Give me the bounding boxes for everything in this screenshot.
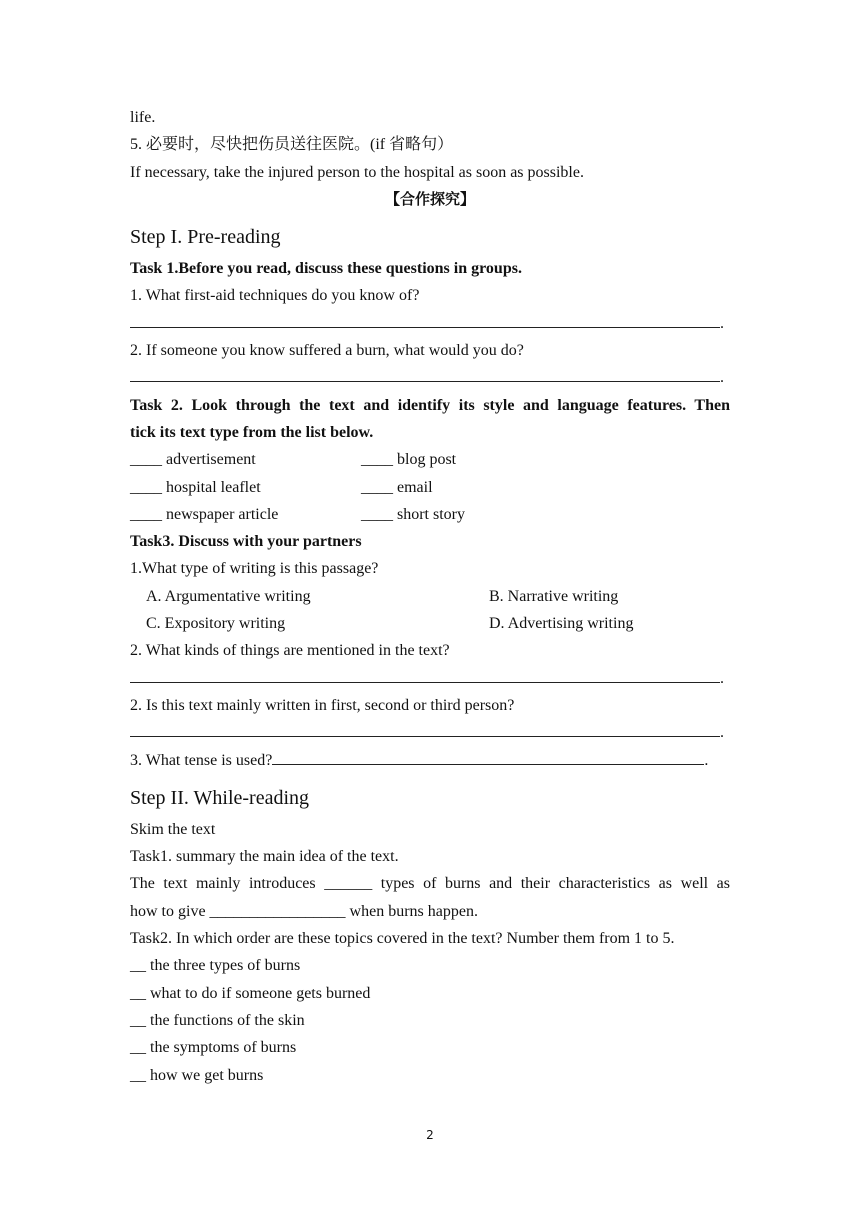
answer-line[interactable]: .	[130, 665, 730, 692]
fill-in-sentence[interactable]: how to give _________________ when burns happen.	[130, 902, 478, 920]
topic-item[interactable]: __ the symptoms of burns	[130, 1039, 297, 1057]
answer-line[interactable]: .	[130, 364, 730, 391]
question: 2. What kinds of things are mentioned in the text?	[130, 642, 450, 660]
choice-row	[130, 583, 730, 610]
text-line: If necessary, take the injured person to the hospital as soon as possible.	[130, 163, 584, 181]
text-type-row	[130, 501, 730, 528]
choice-option[interactable]: B. Narrative writing	[489, 587, 619, 605]
choice-option[interactable]: C. Expository writing	[146, 615, 286, 633]
choice-row	[130, 610, 730, 637]
topic-item[interactable]: __ how we get burns	[130, 1066, 264, 1084]
task-heading: Task1. summary the main idea of the text.	[130, 848, 399, 866]
task-heading: tick its text type from the list below.	[130, 423, 374, 441]
text-type-option[interactable]: ____ hospital leaflet	[130, 478, 261, 496]
step-heading: Step II. While-reading	[130, 786, 310, 809]
text-type-option[interactable]: ____ blog post	[361, 451, 457, 469]
choice-option[interactable]: D. Advertising writing	[489, 615, 634, 633]
question: 1. What first-aid techniques do you know of?	[130, 287, 420, 305]
fill-in-sentence[interactable]: The text mainly introduces ______ types of burns and their characteristics as well as	[130, 875, 730, 893]
answer-line[interactable]: .	[130, 310, 730, 337]
question: 2. If someone you know suffered a burn, what would you do?	[130, 342, 524, 360]
text-type-row	[130, 446, 730, 473]
text-line-chinese: 5. 必要时，尽快把伤员送往医院。(if 省略句）	[130, 136, 454, 154]
step-heading: Step I. Pre-reading	[130, 226, 281, 249]
task-heading: Task3. Discuss with your partners	[130, 533, 362, 551]
page-number: 2	[426, 1128, 434, 1142]
text-type-option[interactable]: ____ advertisement	[130, 451, 256, 469]
text-type-row	[130, 474, 730, 501]
task-heading: Task 1.Before you read, discuss these questions in groups.	[130, 260, 522, 278]
answer-line[interactable]: .	[130, 719, 730, 746]
topic-item[interactable]: __ the three types of burns	[130, 957, 301, 975]
question: 1.What type of writing is this passage?	[130, 560, 379, 578]
text-type-option[interactable]: ____ newspaper article	[130, 505, 279, 523]
topic-item[interactable]: __ what to do if someone gets burned	[130, 984, 371, 1002]
text-line: life.	[130, 109, 156, 126]
choice-option[interactable]: A. Argumentative writing	[146, 587, 311, 605]
text-type-option[interactable]: ____ email	[361, 478, 433, 496]
topic-item[interactable]: __ the functions of the skin	[130, 1011, 305, 1029]
task-heading: Task 2. Look through the text and identify its style and language features. Then	[130, 396, 730, 414]
task-heading: Task2. In which order are these topics covered in the text? Number them from 1 to 5.	[130, 930, 675, 948]
section-heading: 【合作探究】	[384, 189, 475, 208]
question: 2. Is this text mainly written in first, second or third person?	[130, 696, 515, 714]
text-type-option[interactable]: ____ short story	[361, 505, 465, 523]
worksheet-page	[130, 104, 730, 1089]
text-line: Skim the text	[130, 820, 216, 838]
question-with-blank[interactable]: 3. What tense is used? .	[130, 747, 730, 774]
